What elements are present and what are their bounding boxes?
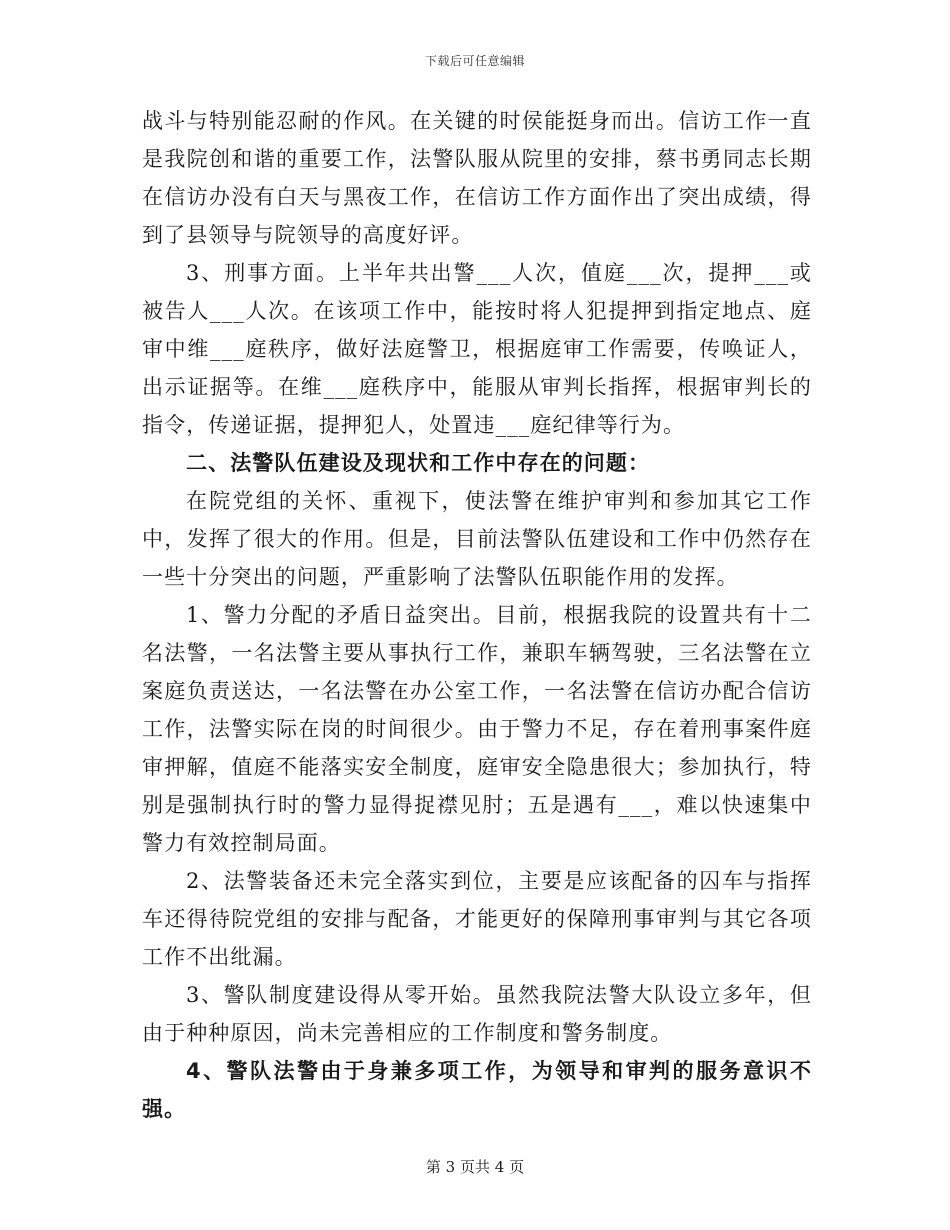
paragraph-issue-1: 1、警力分配的矛盾日益突出。目前，根据我院的设置共有十二名法警，一名法警主要从事执行工作，兼职车辆驾驶，三名法警在立案庭负责送达，一名法警在办公室工作，一名法警在信访办配合信访工作，法警实际在岗的时间很少。由于警力不足，存在着刑事案件庭审押解，值庭不能落实安全制度，庭审安全隐患很大；参加执行，特别是强制执行时的警力显得捉襟见肘；五是遇有___，难以快速集中警力有效控制局面。 (142, 603, 812, 855)
paragraph-continuation: 战斗与特别能忍耐的作风。在关键的时侯能挺身而出。信访工作一直是我院创和谐的重要工作，法警队服从院里的安排，蔡书勇同志长期在信访办没有白天与黑夜工作，在信访工作方面作出了突出成绩，得到了县领导与院领导的高度好评。 (142, 109, 812, 247)
paragraph-issue-2: 2、法警装备还未完全落实到位，主要是应该配备的囚车与指挥车还得待院党组的安排与配备，才能更好的保障刑事审判与其它各项工作不出纰漏。 (142, 869, 812, 969)
paragraph-issue-4: 4、警队法警由于身兼多项工作，为领导和审判的服务意识不强。 (142, 1059, 812, 1121)
paragraph-issues-intro: 在院党组的关怀、重视下，使法警在维护审判和参加其它工作中，发挥了很大的作用。但是，目前法警队伍建设和工作中仍然存在一些十分突出的问题，严重影响了法警队伍职能作用的发挥。 (142, 489, 812, 589)
document-body (142, 102, 812, 1128)
section-heading-issues: 二、法警队伍建设及现状和工作中存在的问题： (186, 451, 651, 475)
paragraph-criminal-affairs: 3、刑事方面。上半年共出警___人次，值庭___次，提押___或被告人___人次。在该项工作中，能按时将人犯提押到指定地点、庭审中维___庭秩序，做好法庭警卫，根据庭审工作需要，传唤证人，出示证据等。在维___庭秩序中，能服从审判长指挥，根据审判长的指令，传递证据，提押犯人，处置违___庭纪律等行为。 (142, 261, 812, 437)
paragraph-issue-3: 3、警队制度建设得从零开始。虽然我院法警大队设立多年，但由于种种原因，尚未完善相应的工作制度和警务制度。 (142, 983, 812, 1045)
page-header: 下载后可任意编辑 (424, 54, 525, 68)
page-footer: 第 3 页共 4 页 (425, 1158, 525, 1176)
